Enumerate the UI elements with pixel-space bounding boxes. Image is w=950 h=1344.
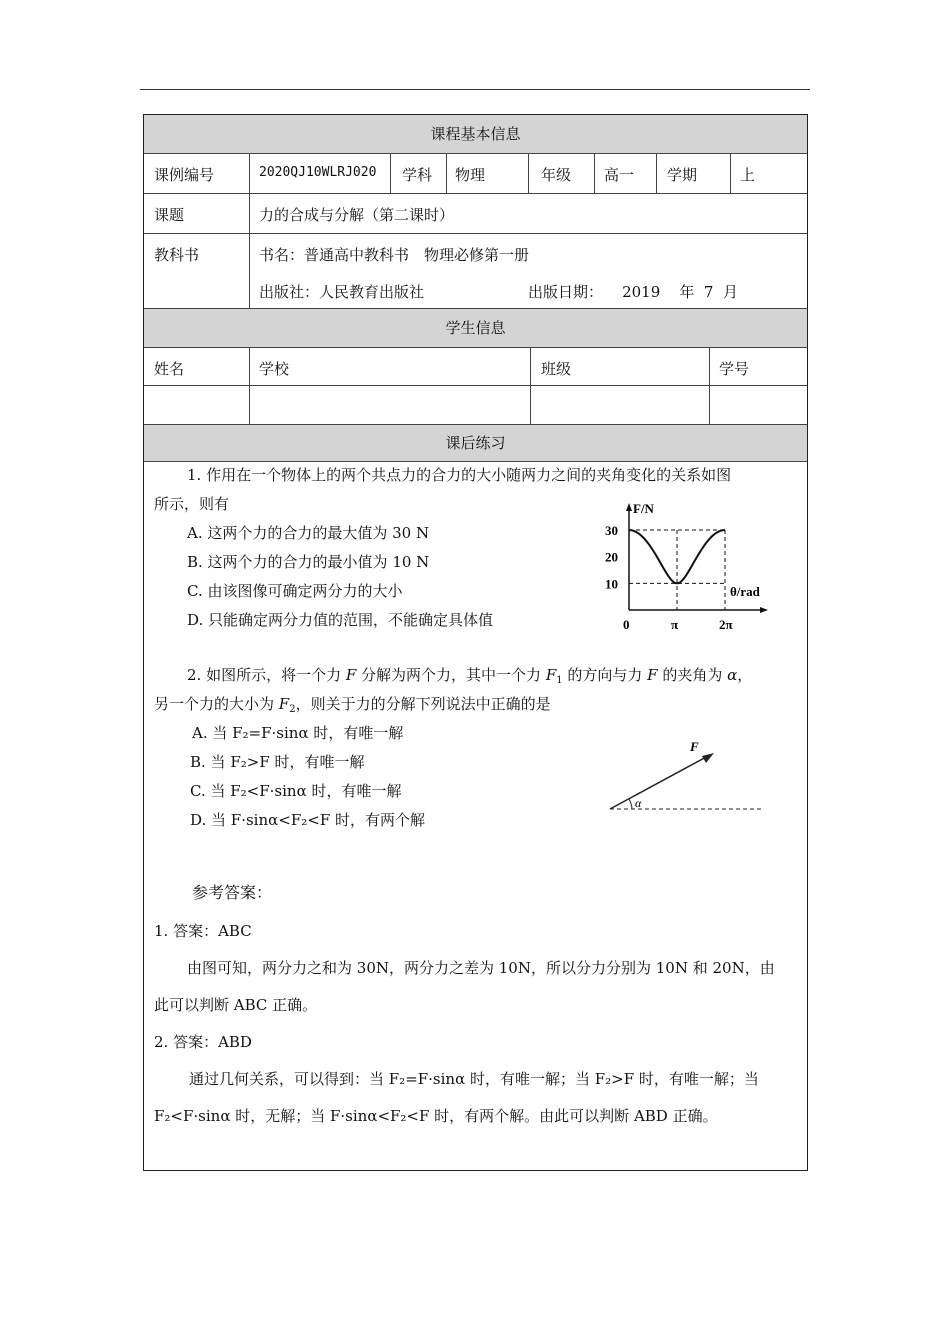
x-axis-label: θ/rad: [730, 584, 760, 599]
q2-text: ，: [737, 666, 753, 684]
x-tick-label: 2π: [719, 617, 733, 632]
angle-arc: [629, 799, 632, 809]
q2-option-d: D. 当 F·sinα<F₂<F 时，有两个解: [190, 811, 425, 829]
school-label: 学校: [259, 360, 290, 378]
class-label: 班级: [541, 360, 572, 378]
answer2-title: 2. 答案：ABD: [154, 1033, 252, 1051]
q2-text: 另一个力的大小为: [154, 695, 279, 713]
term-value: 上: [740, 166, 756, 184]
divider: [528, 154, 529, 193]
pub-month-unit: 月: [723, 283, 739, 301]
divider: [249, 193, 250, 308]
answer1-title: 1. 答案：ABC: [154, 922, 252, 940]
student-no-label: 学号: [719, 360, 750, 378]
textbook-title: 书名：普通高中教科书 物理必修第一册: [259, 246, 530, 264]
topic-value: 力的合成与分解（第二课时）: [259, 206, 455, 224]
name-label: 姓名: [154, 360, 185, 378]
y-axis-arrow-icon: [626, 503, 632, 511]
q2-text: 的夹角为: [657, 666, 728, 684]
row-divider: [144, 193, 807, 194]
x-tick-label: 0: [623, 617, 630, 632]
divider: [594, 154, 595, 193]
exercise-header: 课后练习: [144, 424, 807, 462]
answers-heading: 参考答案：: [192, 883, 273, 902]
q2-var: F: [278, 695, 290, 713]
header-rule: [140, 89, 810, 90]
textbook-label: 教科书: [154, 246, 200, 264]
arrow-head-icon: [702, 753, 714, 763]
q1-force-angle-chart: [602, 500, 782, 635]
y-tick-label: 30: [605, 523, 618, 538]
q1-option-b: B. 这两个力的合力的最小值为 10 N: [187, 553, 430, 571]
course-info-header: 课程基本信息: [144, 115, 807, 154]
q2-force-diagram: [604, 735, 774, 815]
subject-label: 学科: [402, 166, 433, 184]
row-divider: [144, 385, 807, 386]
publisher: 出版社：人民教育出版社: [259, 283, 425, 301]
q2-text: 的方向与力: [562, 666, 648, 684]
divider: [446, 154, 447, 193]
grade-value: 高一: [604, 166, 635, 184]
case-no-label: 课例编号: [154, 166, 215, 184]
subject-value: 物理: [455, 166, 486, 184]
q1-option-d: D. 只能确定两分力值的范围，不能确定具体值: [187, 611, 494, 629]
pub-date-label: 出版日期：: [528, 283, 604, 301]
divider: [656, 154, 657, 193]
q2-text: 分解为两个力，其中一个力: [356, 666, 546, 684]
q2-var: F: [647, 666, 658, 684]
divider: [249, 348, 250, 424]
q2-sub: 2: [289, 704, 296, 715]
divider: [530, 348, 531, 424]
q1-stem-line1: 1. 作用在一个物体上的两个共点力的合力的大小随两力之间的夹角变化的关系如图: [187, 466, 732, 484]
lesson-sheet: [143, 114, 808, 1171]
q2-var: F: [545, 666, 557, 684]
q1-option-c: C. 由该图像可确定两分力的大小: [187, 582, 403, 600]
divider: [709, 348, 710, 424]
answer1-line2: 此可以判断 ABC 正确。: [154, 996, 318, 1014]
q2-var: F: [345, 666, 357, 684]
force-F-vector: [610, 756, 708, 809]
topic-label: 课题: [154, 206, 185, 224]
row-divider: [144, 233, 807, 234]
pub-date: [528, 281, 738, 302]
divider: [390, 154, 391, 193]
y-tick-label: 20: [605, 549, 618, 565]
answer2-line2: F₂<F·sinα 时，无解；当 F·sinα<F₂<F 时，有两个解。由此可以判断 ABD 正确。: [154, 1107, 718, 1125]
term-label: 学期: [667, 166, 698, 184]
q2-text: 2. 如图所示，将一个力: [187, 666, 346, 684]
q1-stem-line2: 所示，则有: [154, 495, 230, 513]
q1-option-a: A. 这两个力的合力的最大值为 30 N: [187, 524, 430, 542]
y-tick-label: 10: [605, 576, 618, 592]
y-axis-label: F/N: [633, 501, 654, 516]
divider: [730, 154, 731, 193]
x-tick-label: π: [671, 617, 679, 632]
q2-option-c: C. 当 F₂<F·sinα 时，有唯一解: [190, 782, 402, 800]
x-axis-arrow-icon: [760, 607, 768, 613]
case-no-value: 2020QJ10WLRJ020: [259, 165, 377, 180]
pub-year: 2019: [622, 283, 661, 301]
divider: [249, 154, 250, 193]
q2-sub: 1: [556, 675, 563, 686]
answer1-line1: 由图可知，两分力之和为 30N，两分力之差为 10N，所以分力分别为 10N 和 20N，由: [187, 959, 775, 977]
grade-label: 年级: [541, 166, 572, 184]
student-info-header: 学生信息: [144, 308, 807, 348]
q2-text: ，则关于力的分解下列说法中正确的是: [295, 695, 551, 713]
q2-option-b: B. 当 F₂>F 时，有唯一解: [190, 753, 365, 771]
answer2-line1: 通过几何关系，可以得到：当 F₂=F·sinα 时，有唯一解；当 F₂>F 时，有唯一解；当: [189, 1070, 759, 1088]
q2-var: α: [727, 666, 738, 684]
angle-alpha-label: α: [635, 796, 642, 810]
pub-year-unit: 年: [679, 283, 695, 301]
force-F-label: F: [690, 739, 699, 754]
q2-option-a: A. 当 F₂=F·sinα 时，有唯一解: [192, 724, 404, 742]
pub-month: 7: [703, 283, 714, 301]
